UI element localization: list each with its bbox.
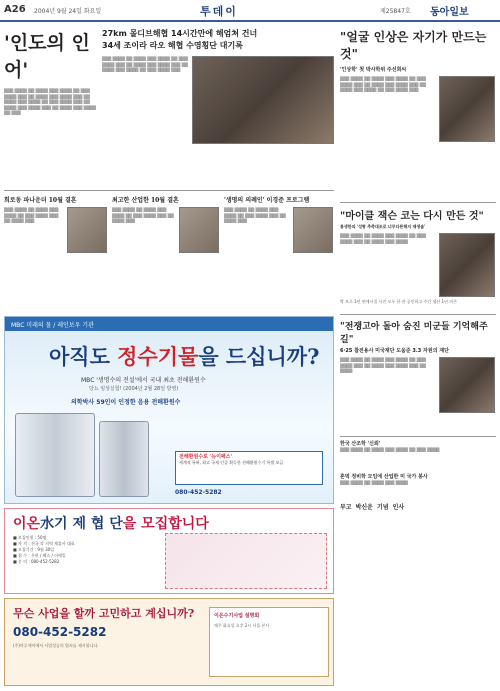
- right-mid-headline: "마이클 잭슨 코는 다시 만든 것": [340, 211, 484, 222]
- anniversary-heading: 기념: [376, 504, 389, 511]
- business-ad: [4, 598, 334, 686]
- ad-box-title: 전해환원수로 '뉴이팩스': [179, 454, 233, 460]
- ad-headline: 아직도 정수기물을 드십니까?: [49, 344, 320, 369]
- business-headline: 무슨 사업을 할까 고민하고 계십니까?: [13, 607, 195, 620]
- snippet-1-photo: [67, 207, 107, 253]
- section-title: 투데이: [200, 5, 238, 18]
- person-name: 박신운: [355, 504, 373, 511]
- obituary-heading: 부고: [340, 504, 352, 511]
- snippet-2: 최고한 산업한 10월 결혼 ▒▒▒ ▒▒▒▒ ▒▒ ▒▒▒▒ ▒▒▒ ▒▒▒▒ ▒▒ ▒▒▒ ▒▒▒▒ ▒▒▒ ▒▒ ▒▒▒▒ ▒▒▒: [112, 195, 220, 267]
- right-bottom-photo: [439, 357, 495, 413]
- snippet-row: [4, 195, 334, 267]
- recruit-art: [165, 533, 327, 589]
- ad-sub-2: 당뇨 임상실험! (2004년 2월 28일 방영): [89, 386, 179, 392]
- issue-date: 2004년 9월 24일 화요일: [34, 8, 102, 15]
- ad-info-box: [175, 451, 323, 485]
- side-item-2: 흔벅 정비학 모임에 산업한 미 국가 봉사: [340, 474, 428, 480]
- main-article: [4, 28, 334, 184]
- page-number: A26: [4, 4, 26, 15]
- right-mid-photo: [439, 233, 495, 297]
- ad-top-bar: MBC 미래의 물 / 레인보우 기관: [5, 317, 333, 331]
- swimmer-photo: [192, 56, 334, 144]
- right-top-photo: [439, 76, 495, 142]
- snippet-1: 희로동 파나운더 10월 결혼 ▒▒▒ ▒▒▒▒ ▒▒ ▒▒▒▒ ▒▒▒ ▒▒▒▒ ▒▒ ▒▒▒ ▒▒▒▒ ▒▒▒ ▒▒ ▒▒▒▒ ▒▒▒: [4, 195, 108, 267]
- ad-sub-3: 의학박사 59인이 인정한 음용 전해환원수: [71, 399, 181, 406]
- ad-phone: 080-452-5282: [175, 489, 222, 496]
- main-article-body: ▒▒▒ ▒▒▒▒ ▒▒ ▒▒▒▒ ▒▒▒ ▒▒▒▒ ▒▒ ▒▒▒ ▒▒▒▒ ▒▒▒ ▒▒ ▒▒▒▒ ▒▒▒ ▒▒▒▒ ▒▒▒ ▒▒ ▒▒▒▒ ▒▒▒ ▒▒▒▒ ▒▒ ▒▒▒ ▒▒▒▒ ▒▒▒ ▒▒ ▒▒▒▒ ▒▒▒ ▒▒▒▒ ▒▒▒ ▒▒ ▒▒▒▒ ▒▒▒ ▒▒▒▒ ▒▒ ▒▒▒: [4, 88, 96, 115]
- page-header: [0, 0, 500, 22]
- notice-heading: 인사: [392, 504, 405, 511]
- recruit-list: ■ 모집인원 : 50명 ■ 자 격 : 전국 각 지역 제휴사 대표 ■ 모집기간 : 9월 30일 ■ 접 수 : 우편 / 팩스 / 이메일 ■ 문 의 : 080-452-5282: [13, 535, 75, 564]
- right-top-subtitle: '인상학' 첫 박사학위 주선희씨: [340, 67, 407, 73]
- recruit-ad: [4, 508, 334, 594]
- recruit-headline: 이온水기 제 협 단을 모집합니다: [13, 516, 209, 532]
- main-article-col2: ▒▒▒ ▒▒▒▒ ▒▒ ▒▒▒▒ ▒▒▒ ▒▒▒▒ ▒▒ ▒▒▒ ▒▒▒▒ ▒▒▒ ▒▒ ▒▒▒▒ ▒▒▒ ▒▒▒▒ ▒▒▒ ▒▒ ▒▒▒▒ ▒▒▒ ▒▒▒▒ ▒▒ ▒▒▒ ▒▒▒▒ ▒▒▒: [102, 56, 188, 72]
- purifier-device-image-2: [99, 421, 149, 497]
- business-text: (주)마루케어에서 사업성공의 열쇠를 제시합니다.: [13, 643, 99, 648]
- right-mid-subtitle: 통생한의 '성형 추측대조로 너무다튼해지 재생술': [340, 224, 426, 229]
- main-headline: '인도의 인어': [4, 32, 90, 81]
- newspaper-logo: 동아일보: [430, 7, 469, 18]
- left-column: [4, 28, 334, 267]
- ad-sub-1: MBC '생명수의 전설'에서 국내 최초 전해환원수: [81, 377, 206, 384]
- main-deck-2: 34세 조이라 라오 해협 수영횡단 대기록: [102, 41, 243, 50]
- right-bottom-deck: 6·25 참전용사 미국재단 도움준 3.3 자원의 재단: [340, 348, 449, 354]
- edition-number: 제25847호: [380, 8, 411, 15]
- snippet-1-title: 희로동 파나운더 10월 결혼: [4, 197, 77, 204]
- main-deck-1: 27km 몰디브해협 14시간만에 해엄쳐 건너: [102, 29, 258, 38]
- snippet-2-photo: [179, 207, 219, 253]
- water-purifier-ad: [4, 316, 334, 504]
- business-phone: 080-452-5282: [13, 625, 107, 639]
- snippet-3-title: '생명의 의례인' 이경준 프로그램: [224, 197, 310, 204]
- snippet-2-title: 최고한 산업한 10월 결혼: [112, 197, 179, 204]
- business-box: 이온수기사업 설명회 매주 화요일 오후 2시 서울 본사: [209, 607, 329, 677]
- snippet-3: '생명의 의례인' 이경준 프로그램 ▒▒▒ ▒▒▒▒ ▒▒ ▒▒▒▒ ▒▒▒ ▒▒▒▒ ▒▒ ▒▒▒ ▒▒▒▒ ▒▒▒ ▒▒ ▒▒▒▒ ▒▒▒: [224, 195, 334, 267]
- purifier-device-image: [15, 413, 95, 497]
- snippet-3-photo: [293, 207, 333, 253]
- ad-box-text: 세계적 특허, 최고 국제 인증 획득한 전해환원수기 특별 보급: [179, 460, 284, 465]
- right-column: "얼굴 인상은 자기가 만드는 것" '인상학' 첫 박사학위 주선희씨 ▒▒▒ ▒▒▒▒ ▒▒ ▒▒▒▒ ▒▒▒ ▒▒▒▒ ▒▒ ▒▒▒ ▒▒▒▒ ▒▒▒ ▒▒ ▒▒▒▒ ▒▒▒ ▒▒▒▒ ▒▒▒ ▒▒ ▒▒▒▒ ▒▒▒ ▒▒▒▒ ▒▒ ▒▒▒ ▒▒▒▒ ▒▒▒ "마이클 잭슨 코는 다시 만든 것" 통생한의 '성형 추측대조로 너무다튼해지 재생술' ▒▒▒ ▒▒▒▒ ▒▒ ▒▒▒▒ ▒▒▒ ▒▒▒▒ ▒▒ ▒▒▒ ▒▒▒▒ ▒▒▒ ▒▒ ▒▒▒▒ ▒▒▒ ▒▒▒▒ 박 브로 1년 연애시절 사진 모두 한 관 공인하고 주간 생산 1년 의존 "전쟁고아 돌아 숨진 미군들 기억해주길" 6·25 참전용사 미국재단 도움준 3.3 자원의 재단 ▒▒▒ ▒▒▒▒ ▒▒ ▒▒▒▒ ▒▒▒ ▒▒▒▒ ▒▒ ▒▒▒ ▒▒▒▒ ▒▒▒ ▒▒ ▒▒▒▒ ▒▒▒ ▒▒▒▒ ▒▒▒ ▒▒ ▒▒▒▒ 한국 산조학 '신뢰' ▒▒▒ ▒▒▒▒ ▒▒ ▒▒▒▒ ▒▒▒ ▒▒▒▒ ▒▒ ▒▒▒ ▒▒▒▒ 흔벅 정비학 모임에 산업한 미 국가 봉사 ▒▒▒ ▒▒▒▒ ▒▒ ▒▒▒▒ ▒▒▒ ▒▒▒▒ 부고 박신운 기념 인사: [340, 28, 496, 511]
- side-item-1: 한국 산조학 '신뢰': [340, 441, 381, 447]
- right-bottom-headline: "전쟁고아 돌아 숨진 미군들 기억해주길": [340, 322, 488, 345]
- photo-caption: 박 브로 1년 연애시절 사진 모두 한 관 공인하고 주간 생산 1년 의존: [340, 299, 457, 304]
- right-top-headline: "얼굴 인상은 자기가 만드는 것": [340, 30, 487, 61]
